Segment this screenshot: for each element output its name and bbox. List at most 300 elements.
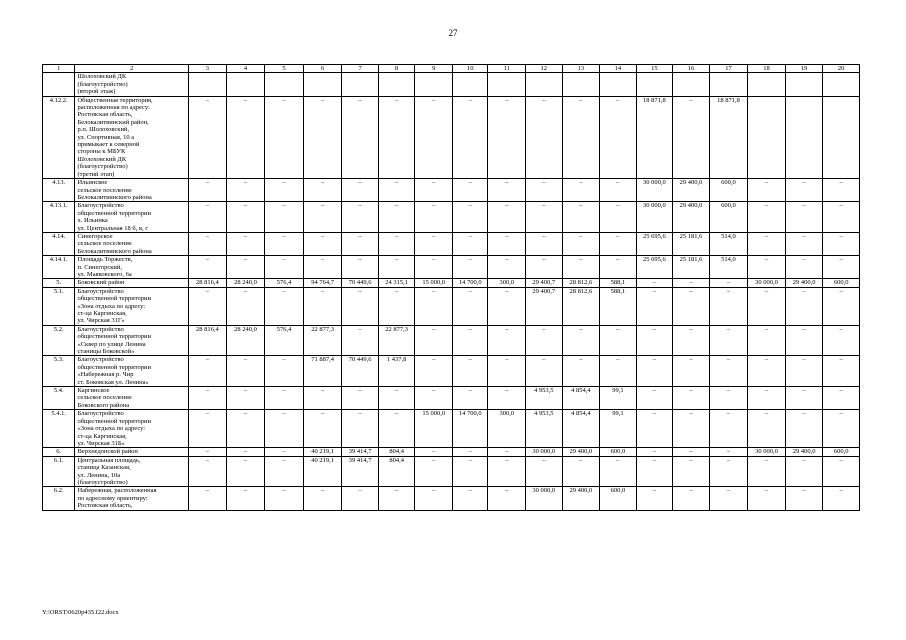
value-cell: – (823, 325, 860, 356)
value-cell: 25 181,6 (673, 256, 710, 279)
value-cell: – (488, 202, 526, 233)
value-cell: – (226, 287, 265, 325)
value-cell (378, 73, 415, 96)
value-cell: – (748, 487, 786, 510)
value-cell: 99,1 (600, 387, 637, 410)
value-cell: – (226, 256, 265, 279)
value-cell: – (709, 387, 748, 410)
value-cell: 14 700,0 (452, 279, 488, 287)
value-cell: – (189, 448, 227, 456)
value-cell: – (342, 202, 379, 233)
row-name: Набережная, расположенная по адресному ориентиру: Ростовская область, (75, 487, 189, 510)
value-cell: – (488, 287, 526, 325)
value-cell: – (415, 96, 453, 178)
value-cell: – (265, 287, 304, 325)
value-cell: – (452, 448, 488, 456)
value-cell: 25 181,6 (673, 232, 710, 255)
value-cell: – (823, 410, 860, 448)
value-cell: – (636, 456, 673, 487)
header-cell: 14 (600, 65, 637, 73)
value-cell: – (189, 202, 227, 233)
value-cell: – (748, 179, 786, 202)
value-cell: – (226, 232, 265, 255)
value-cell: – (673, 287, 710, 325)
row-name: Благоустройство общественной территории «Зона отдыха по адресу: ст-ца Каргинская, ул. Чирская 31Г» (75, 287, 189, 325)
value-cell: 30 000,0 (526, 448, 563, 456)
value-cell: – (303, 387, 342, 410)
value-cell: 71 887,4 (303, 356, 342, 387)
value-cell: – (378, 487, 415, 510)
value-cell: – (785, 179, 823, 202)
value-cell: – (378, 287, 415, 325)
value-cell: 4 854,4 (562, 410, 600, 448)
value-cell: – (562, 202, 600, 233)
value-cell: – (189, 487, 227, 510)
value-cell: – (303, 256, 342, 279)
value-cell: – (265, 487, 304, 510)
budget-table (42, 64, 860, 511)
row-name: Шолоховский ДК (благоустройство) (второй этаж) (75, 73, 189, 96)
value-cell (342, 73, 379, 96)
value-cell: – (823, 232, 860, 255)
value-cell: – (600, 232, 637, 255)
value-cell: 28 816,4 (189, 325, 227, 356)
table-row (43, 179, 860, 202)
value-cell: – (415, 325, 453, 356)
value-cell (303, 73, 342, 96)
header-cell: 7 (342, 65, 379, 73)
value-cell: – (342, 232, 379, 255)
value-cell: – (526, 96, 563, 178)
header-cell: 16 (673, 65, 710, 73)
value-cell: 29 400,0 (562, 448, 600, 456)
value-cell: – (636, 279, 673, 287)
value-cell: – (265, 202, 304, 233)
value-cell: – (303, 232, 342, 255)
value-cell: 29 400,0 (673, 202, 710, 233)
table-row (43, 287, 860, 325)
value-cell: – (415, 387, 453, 410)
value-cell: 300,0 (488, 279, 526, 287)
value-cell: 22 877,3 (378, 325, 415, 356)
value-cell: – (265, 356, 304, 387)
value-cell: – (226, 387, 265, 410)
table-row (43, 232, 860, 255)
value-cell: – (600, 325, 637, 356)
value-cell: – (415, 448, 453, 456)
value-cell: – (748, 410, 786, 448)
value-cell: – (600, 256, 637, 279)
value-cell: – (526, 202, 563, 233)
value-cell: – (526, 356, 563, 387)
value-cell: – (265, 410, 304, 448)
value-cell: 4 953,5 (526, 410, 563, 448)
value-cell (823, 73, 860, 96)
value-cell: – (823, 487, 860, 510)
header-cell: 1 (43, 65, 75, 73)
value-cell: – (709, 456, 748, 487)
value-cell: – (823, 256, 860, 279)
value-cell: – (226, 96, 265, 178)
value-cell: 30 000,0 (748, 448, 786, 456)
row-number: 5.4.1. (43, 410, 75, 448)
value-cell: – (265, 387, 304, 410)
value-cell: – (488, 456, 526, 487)
value-cell: – (415, 256, 453, 279)
value-cell: – (488, 356, 526, 387)
row-name: Верхнедонской район (75, 448, 189, 456)
value-cell: – (488, 179, 526, 202)
value-cell: – (673, 325, 710, 356)
value-cell: – (265, 96, 304, 178)
value-cell: – (342, 287, 379, 325)
value-cell: – (378, 387, 415, 410)
row-number: 4.13. (43, 179, 75, 202)
value-cell: – (785, 256, 823, 279)
value-cell: – (785, 410, 823, 448)
row-name: Общественная территория, расположенная по адресу: Ростовская область, Белокалитвинский район, р.п. Шолоховский, ул. Спортивная, 10 а примыкает к северной стороны к МБУК Шолоховский ДК (благоустройство) (третий этап) (75, 96, 189, 178)
value-cell: – (189, 256, 227, 279)
value-cell: – (673, 410, 710, 448)
value-cell: – (452, 179, 488, 202)
header-cell: 13 (562, 65, 600, 73)
page-number: 27 (448, 28, 458, 38)
value-cell: 25 695,6 (636, 256, 673, 279)
row-name: Центральная площадь, станица Казанская, ул. Ленина, 10а (благоустройство) (75, 456, 189, 487)
value-cell: 15 000,0 (415, 279, 453, 287)
value-cell: – (452, 487, 488, 510)
value-cell: 29 400,7 (526, 279, 563, 287)
value-cell: – (452, 202, 488, 233)
header-cell: 17 (709, 65, 748, 73)
value-cell: 4 953,5 (526, 387, 563, 410)
value-cell: – (748, 456, 786, 487)
value-cell: 28 812,6 (562, 279, 600, 287)
value-cell: – (303, 179, 342, 202)
value-cell: – (342, 179, 379, 202)
value-cell: – (488, 387, 526, 410)
table-row (43, 356, 860, 387)
header-cell: 4 (226, 65, 265, 73)
row-number: 5.1. (43, 287, 75, 325)
value-cell: – (785, 387, 823, 410)
value-cell: 300,0 (488, 410, 526, 448)
value-cell: 4 854,4 (562, 387, 600, 410)
value-cell: – (748, 232, 786, 255)
file-path-footer: Y:\ORST\0620p435.f22.docx (42, 609, 119, 616)
row-number: 4.14.1. (43, 256, 75, 279)
value-cell: – (785, 325, 823, 356)
value-cell: – (415, 232, 453, 255)
value-cell: – (709, 487, 748, 510)
value-cell: – (226, 456, 265, 487)
row-number: 5. (43, 279, 75, 287)
value-cell: 14 700,0 (452, 410, 488, 448)
value-cell: – (189, 287, 227, 325)
value-cell: – (303, 96, 342, 178)
value-cell: 29 400,7 (526, 287, 563, 325)
value-cell: 40 219,1 (303, 456, 342, 487)
value-cell: – (748, 256, 786, 279)
table-row (43, 387, 860, 410)
value-cell: – (823, 387, 860, 410)
header-cell: 3 (189, 65, 227, 73)
value-cell: – (189, 232, 227, 255)
value-cell: 30 000,0 (636, 202, 673, 233)
value-cell: 70 449,6 (342, 356, 379, 387)
value-cell (265, 73, 304, 96)
value-cell: 29 400,0 (673, 179, 710, 202)
row-name: Благоустройство общественной территории «Зона отдыха по адресу: ст-ца Каргинская, ул. Чирская 31Б» (75, 410, 189, 448)
value-cell: – (636, 487, 673, 510)
header-cell: 19 (785, 65, 823, 73)
value-cell: – (226, 410, 265, 448)
value-cell: – (526, 456, 563, 487)
value-cell: – (452, 96, 488, 178)
value-cell: 600,0 (709, 179, 748, 202)
value-cell: 804,4 (378, 448, 415, 456)
value-cell: 70 449,6 (342, 279, 379, 287)
value-cell: – (488, 325, 526, 356)
value-cell: – (303, 287, 342, 325)
value-cell: – (636, 410, 673, 448)
value-cell: – (415, 202, 453, 233)
value-cell: – (189, 356, 227, 387)
header-cell: 8 (378, 65, 415, 73)
value-cell (709, 73, 748, 96)
value-cell: 804,4 (378, 456, 415, 487)
value-cell: – (415, 456, 453, 487)
value-cell: – (526, 232, 563, 255)
value-cell: – (562, 96, 600, 178)
value-cell: – (378, 232, 415, 255)
value-cell: – (562, 179, 600, 202)
header-cell: 15 (636, 65, 673, 73)
value-cell: – (303, 487, 342, 510)
value-cell: – (785, 356, 823, 387)
value-cell: 588,1 (600, 279, 637, 287)
table-row (43, 73, 860, 96)
table-body (43, 65, 860, 511)
value-cell: – (785, 487, 823, 510)
value-cell (415, 73, 453, 96)
value-cell: – (303, 202, 342, 233)
row-number: 4.12.2. (43, 96, 75, 178)
header-cell: 2 (75, 65, 189, 73)
value-cell: – (785, 232, 823, 255)
value-cell: – (265, 179, 304, 202)
value-cell: – (673, 387, 710, 410)
row-number: 6.1. (43, 456, 75, 487)
value-cell: – (526, 256, 563, 279)
value-cell: – (189, 96, 227, 178)
row-name: Синегорское сельское поселение Белокалитвинского района (75, 232, 189, 255)
value-cell: – (636, 325, 673, 356)
row-name: Боковский район (75, 279, 189, 287)
row-name: Ильинское сельское поселение Белокалитвинского района (75, 179, 189, 202)
table-row (43, 256, 860, 279)
value-cell: – (600, 202, 637, 233)
header-cell: 6 (303, 65, 342, 73)
value-cell: – (600, 179, 637, 202)
value-cell: – (265, 456, 304, 487)
value-cell: 1 437,8 (378, 356, 415, 387)
value-cell: – (673, 356, 710, 387)
value-cell: – (748, 325, 786, 356)
value-cell: – (452, 456, 488, 487)
value-cell: 39 414,7 (342, 448, 379, 456)
value-cell: – (226, 356, 265, 387)
value-cell: 29 400,0 (785, 279, 823, 287)
value-cell: – (709, 325, 748, 356)
value-cell: 94 764,7 (303, 279, 342, 287)
value-cell: – (562, 456, 600, 487)
value-cell: – (415, 356, 453, 387)
value-cell: – (226, 179, 265, 202)
value-cell (823, 96, 860, 178)
value-cell: 28 816,4 (189, 279, 227, 287)
value-cell: – (189, 387, 227, 410)
value-cell: 22 877,3 (303, 325, 342, 356)
table-row (43, 96, 860, 178)
value-cell: – (562, 232, 600, 255)
value-cell: – (452, 356, 488, 387)
row-name: Благоустройство общественной территории «Сквер по улице Ленина станицы Боковской» (75, 325, 189, 356)
value-cell: – (452, 387, 488, 410)
value-cell: – (452, 256, 488, 279)
value-cell: – (265, 448, 304, 456)
row-number: 5.2. (43, 325, 75, 356)
value-cell: – (600, 96, 637, 178)
value-cell: 576,4 (265, 279, 304, 287)
value-cell: – (342, 325, 379, 356)
value-cell (600, 73, 637, 96)
value-cell: – (226, 448, 265, 456)
value-cell: 30 000,0 (748, 279, 786, 287)
value-cell: 600,0 (600, 487, 637, 510)
value-cell (748, 73, 786, 96)
value-cell: 29 400,0 (562, 487, 600, 510)
value-cell: – (562, 356, 600, 387)
value-cell: – (526, 325, 563, 356)
value-cell: – (748, 387, 786, 410)
value-cell (673, 73, 710, 96)
row-name: Каргинское сельское поселение Боковского района (75, 387, 189, 410)
value-cell: – (600, 356, 637, 387)
value-cell: – (342, 410, 379, 448)
table-row (43, 456, 860, 487)
value-cell: – (378, 96, 415, 178)
value-cell: – (709, 448, 748, 456)
value-cell (526, 73, 563, 96)
value-cell: – (378, 410, 415, 448)
value-cell: – (823, 179, 860, 202)
value-cell: – (823, 356, 860, 387)
row-number (43, 73, 75, 96)
value-cell: – (673, 487, 710, 510)
value-cell: 30 000,0 (636, 179, 673, 202)
header-cell: 9 (415, 65, 453, 73)
value-cell: – (189, 179, 227, 202)
value-cell: – (823, 456, 860, 487)
value-cell: – (673, 448, 710, 456)
value-cell: 28 240,0 (226, 279, 265, 287)
value-cell: – (562, 256, 600, 279)
value-cell: – (342, 387, 379, 410)
value-cell (636, 73, 673, 96)
value-cell (785, 96, 823, 178)
table-row (43, 487, 860, 510)
value-cell: 99,1 (600, 410, 637, 448)
value-cell: – (378, 179, 415, 202)
value-cell: 600,0 (823, 279, 860, 287)
value-cell: – (709, 356, 748, 387)
header-cell: 11 (488, 65, 526, 73)
header-cell: 5 (265, 65, 304, 73)
value-cell: – (189, 456, 227, 487)
value-cell: – (636, 448, 673, 456)
value-cell: – (189, 410, 227, 448)
value-cell: 24 315,1 (378, 279, 415, 287)
row-name: Благоустройство общественной территории х. Ильинка ул. Центральная 18 б, в, г (75, 202, 189, 233)
value-cell: 28 812,6 (562, 287, 600, 325)
value-cell: 15 000,0 (415, 410, 453, 448)
value-cell: – (226, 202, 265, 233)
value-cell: – (452, 325, 488, 356)
value-cell: – (415, 287, 453, 325)
value-cell: 600,0 (823, 448, 860, 456)
value-cell (562, 73, 600, 96)
value-cell: – (378, 202, 415, 233)
row-number: 4.14. (43, 232, 75, 255)
value-cell: 28 240,0 (226, 325, 265, 356)
value-cell: – (785, 202, 823, 233)
header-cell: 12 (526, 65, 563, 73)
table-row (43, 448, 860, 456)
value-cell: – (415, 487, 453, 510)
value-cell: – (526, 179, 563, 202)
header-cell: 10 (452, 65, 488, 73)
value-cell: – (415, 179, 453, 202)
value-cell: – (378, 256, 415, 279)
value-cell: – (303, 410, 342, 448)
value-cell: 600,0 (709, 202, 748, 233)
value-cell (226, 73, 265, 96)
row-number: 4.13.1. (43, 202, 75, 233)
value-cell: – (709, 279, 748, 287)
value-cell: – (265, 232, 304, 255)
value-cell: 600,0 (600, 448, 637, 456)
value-cell (488, 73, 526, 96)
header-row (43, 65, 860, 73)
row-name: Площадь Торжеств, п. Синегорский, ул. Маяковского, 6а (75, 256, 189, 279)
value-cell: – (488, 96, 526, 178)
value-cell (785, 73, 823, 96)
value-cell: 514,0 (709, 232, 748, 255)
value-cell: 588,1 (600, 287, 637, 325)
row-number: 5.4. (43, 387, 75, 410)
row-number: 5.3. (43, 356, 75, 387)
value-cell: – (673, 456, 710, 487)
table-row (43, 410, 860, 448)
value-cell: – (748, 287, 786, 325)
value-cell: – (748, 202, 786, 233)
value-cell: – (823, 287, 860, 325)
value-cell: – (673, 96, 710, 178)
value-cell: – (785, 456, 823, 487)
value-cell: – (342, 256, 379, 279)
value-cell: – (488, 448, 526, 456)
